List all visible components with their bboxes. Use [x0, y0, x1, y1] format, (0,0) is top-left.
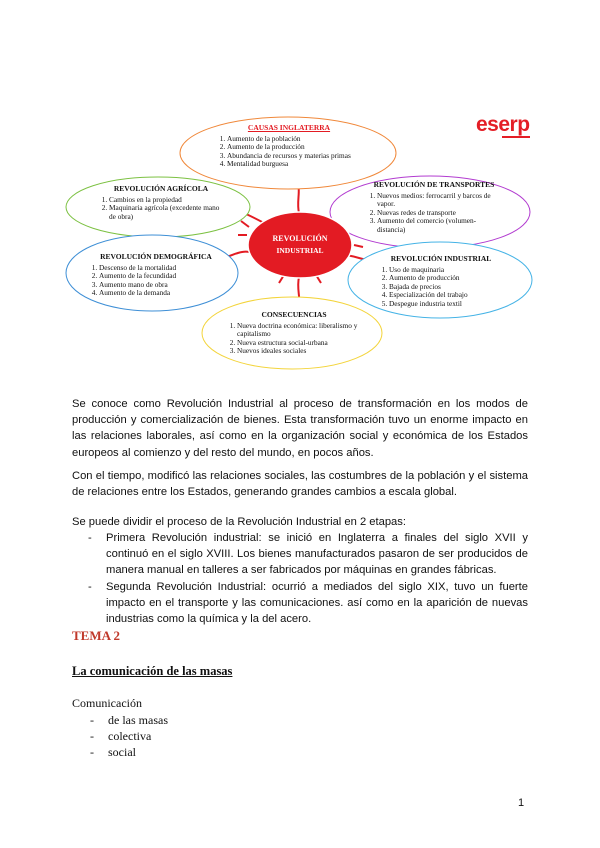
section-title: La comunicación de las masas [72, 664, 233, 678]
comunicacion-title: Comunicación [72, 696, 142, 710]
stages-list [72, 530, 528, 627]
consecuencias-item: 3. Nuevos ideales sociales [237, 347, 364, 356]
demografica-item: 1. Descenso de la mortalidad [99, 264, 226, 273]
transportes-item: 1. Nuevos medios: ferrocarril y barcos de vapor. [377, 192, 504, 209]
agricola-item: 1. Cambios en la propiedad [109, 196, 226, 205]
revolution-mind-map [64, 115, 534, 375]
industrial-item: 1. Uso de maquinaria [389, 266, 506, 275]
transportes-title: REVOLUCIÓN DE TRANSPORTES [373, 180, 495, 189]
comunicacion-item: - de las masas [72, 712, 168, 728]
tema-heading: TEMA 2 [72, 628, 121, 643]
demografica-item: 3. Aumento mano de obra [99, 281, 226, 290]
node-causas [214, 124, 364, 169]
demografica-title: REVOLUCIÓN DEMOGRÁFICA [100, 252, 212, 261]
center-label-line2: INDUSTRIAL [276, 246, 324, 255]
agricola-title: REVOLUCIÓN AGRÍCOLA [113, 184, 209, 193]
node-transportes [364, 181, 504, 235]
center-label-line1: REVOLUCIÓN [272, 234, 328, 243]
causas-item: 4. Mentalidad burguesa [227, 160, 364, 169]
causas-item: 2. Aumento de la producción [227, 143, 364, 152]
causas-title: CAUSAS INGLATERRA [247, 123, 331, 132]
paragraph-intro: Se conoce como Revolución Industrial al proceso de transformación en los modos de producción y comercialización de bienes. Esta transformación tuvo un enorme impacto en las relaciones laborales, así como en la organización social y económica de los Estados europeos al comienzo y del resto del mundo, en pocos años. [72, 398, 528, 459]
transportes-item: 3. Aumento del comercio (volumen-distancia) [377, 217, 504, 234]
demografica-item: 4. Aumento de la demanda [99, 289, 226, 298]
industrial-item: 5. Despegue industria textil [389, 300, 506, 309]
comunicacion-list [72, 712, 168, 760]
causas-item: 3. Abundancia de recursos y materias primas [227, 152, 364, 161]
center-label [250, 233, 350, 257]
causas-item: 1. Aumento de la población [227, 135, 364, 144]
paragraph-changes: Con el tiempo, modificó las relaciones sociales, las costumbres de la población y el sistema de relaciones entre los Estados, generando grandes cambios a escala global. [72, 470, 528, 499]
paragraph-stages-intro: Se puede dividir el proceso de la Revolución Industrial en 2 etapas: [72, 516, 406, 528]
node-industrial [376, 255, 506, 309]
consecuencias-item: 1. Nueva doctrina económica: liberalismo y capitalismo [237, 322, 364, 339]
node-demografica [86, 253, 226, 298]
comunicacion-item: - social [72, 744, 168, 760]
stage-item-second: - Segunda Revolución Industrial: ocurrió a mediados del siglo XIX, tuvo un fuerte impacto en el transporte y las comunicaciones. así como en la aparición de nuevas industrias como la química y la del acero. [72, 579, 528, 628]
agricola-item: 2. Maquinaria agrícola (excedente mano de obra) [109, 204, 226, 221]
industrial-item: 3. Bajada de precios [389, 283, 506, 292]
comunicacion-item: - colectiva [72, 728, 168, 744]
node-consecuencias [224, 311, 364, 356]
consecuencias-title: CONSECUENCIAS [261, 310, 327, 319]
stage-item-first: - Primera Revolución industrial: se inició en Inglaterra a finales del siglo XVII y continuó en el siglo XVIII. Los bienes manufacturados pasaron de ser producidos de manera manual en talleres a ser fabricados por máquinas en grandes fábricas. [72, 530, 528, 579]
transportes-item: 2. Nuevas redes de transporte [377, 209, 504, 218]
demografica-item: 2. Aumento de la fecundidad [99, 272, 226, 281]
page-number: 1 [518, 797, 525, 809]
industrial-item: 2. Aumento de producción [389, 274, 506, 283]
industrial-title: REVOLUCIÓN INDUSTRIAL [390, 254, 492, 263]
node-agricola [96, 185, 226, 221]
industrial-item: 4. Especialización del trabajo [389, 291, 506, 300]
consecuencias-item: 2. Nueva estructura social-urbana [237, 339, 364, 348]
logo-text: eserp [476, 113, 530, 136]
